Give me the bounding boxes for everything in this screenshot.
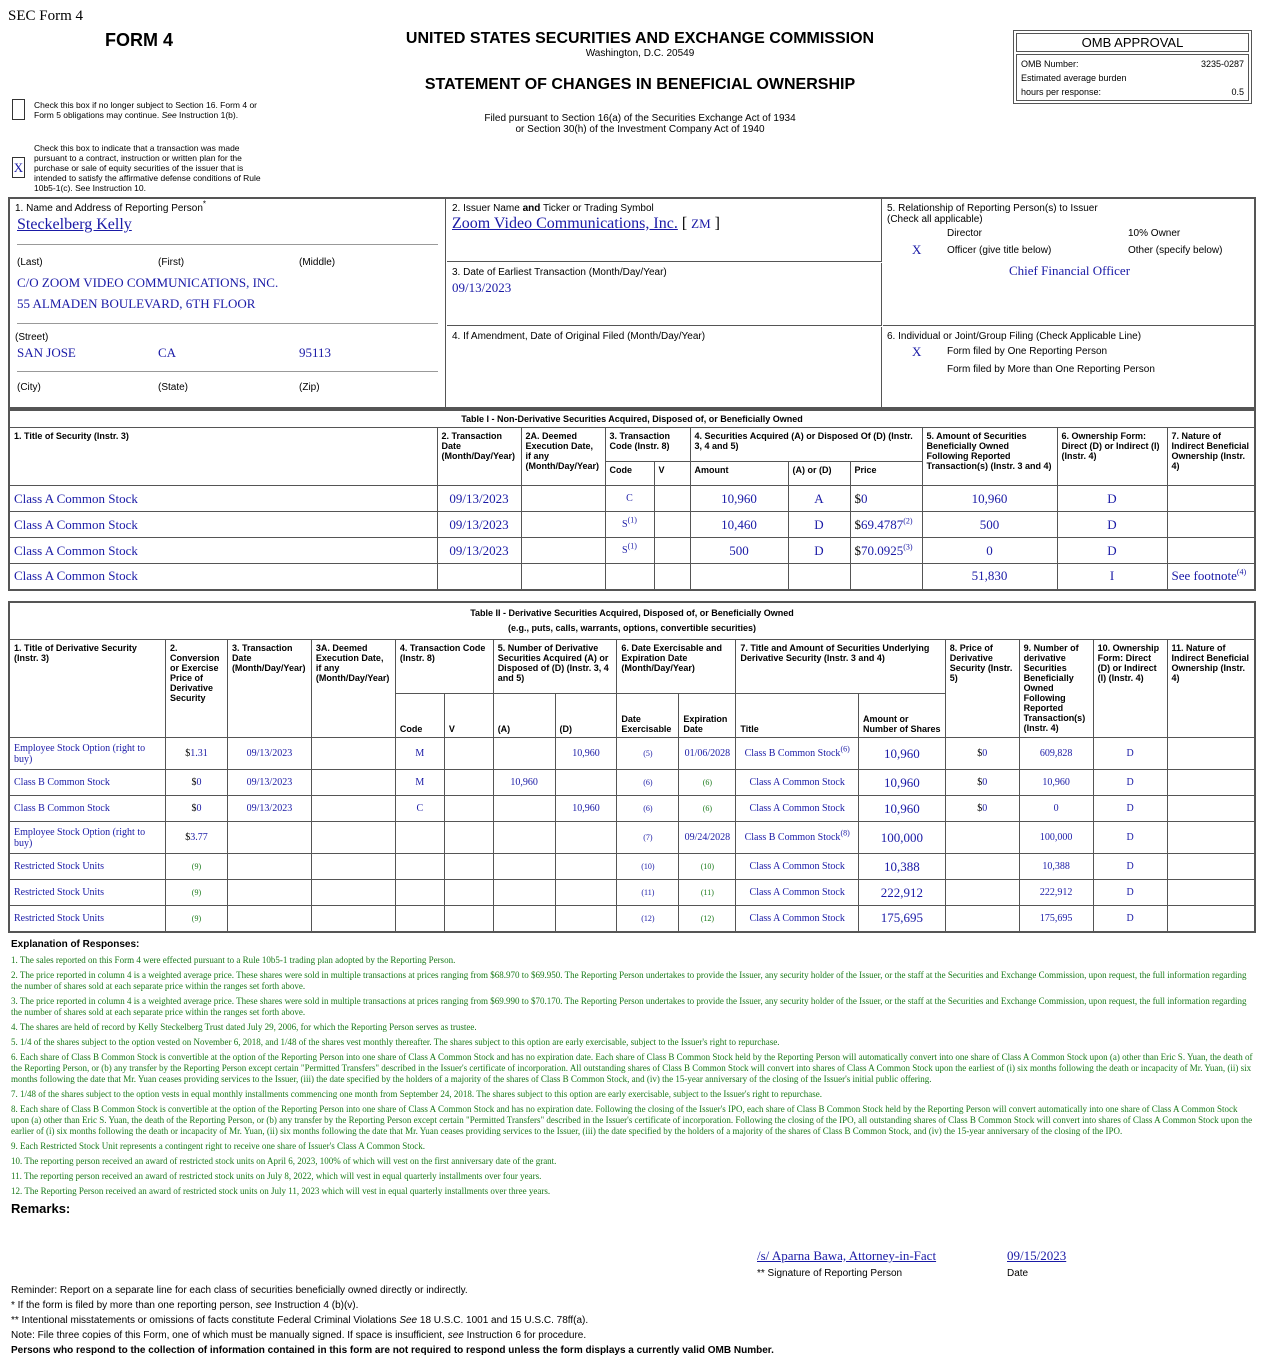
t2-underlying-amount: 10,960 [858,738,945,770]
t2-transaction-date [227,822,311,854]
t2-transaction-date: 09/13/2023 [227,770,311,796]
t1-nature: See footnote$^{(4)}$ [1167,564,1255,590]
t2-form: D [1093,796,1167,822]
t1-security-title: Class A Common Stock [9,486,437,512]
footnote: 7. 1/48 of the shares subject to the option vests in equal monthly installments commencing one month from September 24, 2018. The shares subject to this option are early exercisable, subject to the Issuer's right to repurchase. [11,1089,823,1099]
t2-code [395,880,444,906]
state-value: CA [158,345,177,360]
note-multiple: * If the form is filed by more than one reporting person, see Instruction 4 (b)(v). [11,1300,359,1311]
t1-v [654,538,690,564]
t1-price: $70.0925$^{(3)}$ [850,538,922,564]
t1-header-owned: 5. Amount of Securities Beneficially Owned Following Reported Transaction(s) (Instr. 3 and 4) [922,428,1057,486]
omb-number-label: OMB Number: [1021,59,1079,69]
footnote: 11. The reporting person received an award of restricted stock units on July 8, 2022, which will vest in equal quarterly installments over four years. [11,1171,542,1181]
t1-amount [690,564,788,590]
t1-sub-code: Code [605,462,654,486]
box3-label: 3. Date of Earliest Transaction (Month/Day/Year) [452,267,667,278]
section16-checkbox[interactable] [12,99,25,125]
t2-transaction-date [227,906,311,932]
t2-underlying-title: Class B Common Stock$^{(8)}$ [736,822,859,854]
t1-owned: 500 [922,512,1057,538]
t2-security-title: Restricted Stock Units [9,906,165,932]
t2-sub-code: Code [395,694,444,738]
t1-aord: D [788,512,850,538]
officer-checkmark: X [912,242,922,257]
relationship-box [883,199,1254,326]
omb-approval-box [1013,30,1252,104]
t2-security-title: Class B Common Stock [9,796,165,822]
t1-header-code: 3. Transaction Code (Instr. 8) [605,428,690,462]
issuer-name[interactable]: Zoom Video Communications, Inc. [452,215,678,232]
table1-row [9,564,1255,590]
table2-row [9,906,1255,932]
other-label: Other (specify below) [1128,245,1223,256]
t2-disposed: 10,960 [555,796,617,822]
reporting-person-name[interactable]: Steckelberg Kelly [17,216,132,233]
t2-form: D [1093,854,1167,880]
t1-amount: 500 [690,538,788,564]
filing-type-box [883,327,1254,407]
t2-conversion-price: $0 [165,796,227,822]
t2-disposed [555,906,617,932]
signature-date: 09/15/2023 [1007,1248,1067,1263]
t1-form: D [1057,538,1167,564]
t2-code: M [395,770,444,796]
t2-code [395,854,444,880]
t2-v [444,906,493,932]
t2-derivative-price [945,880,1019,906]
t2-transaction-date: 09/13/2023 [227,738,311,770]
last-label: (Last) [17,257,43,268]
table-derivative [8,601,1256,933]
t1-deemed-date [521,538,605,564]
t1-v [654,486,690,512]
table2-row [9,822,1255,854]
t2-conversion-price: (9) [165,880,227,906]
rule10b5-checkbox-text: Check this box to indicate that a transaction was made pursuant to a contract, instruction or written plan for the purchase or sale of equity securities of the issuer that is intended to satisfy the affirmative defense conditions of Rule 10b5-1(c). See Instruction 10. [34,143,261,193]
t2-deemed-date [311,770,395,796]
footnote: 9. Each Restricted Stock Unit represents a contingent right to receive one share of Issuer's Class A Common Stock. [11,1141,426,1151]
t2-sub-expiration: Expiration Date [679,694,736,738]
t2-transaction-date [227,880,311,906]
t1-header-nature: 7. Nature of Indirect Beneficial Ownership (Instr. 4) [1167,428,1255,486]
t2-exercisable: (5) [617,738,679,770]
t2-conversion-price: $1.31 [165,738,227,770]
t2-acquired [493,822,555,854]
t1-code: $S^{(1)}$ [605,538,654,564]
table2-subtitle: (e.g., puts, calls, warrants, options, convertible securities) [507,623,757,633]
note-omb: Persons who respond to the collection of information contained in this form are not required to respond unless the form displays a currently valid OMB Number. [11,1345,774,1356]
amendment-box [447,327,882,407]
t1-v [654,564,690,590]
t2-nature [1167,880,1255,906]
t2-form: D [1093,738,1167,770]
one-person-label: Form filed by One Reporting Person [947,346,1108,357]
t2-deemed-date [311,796,395,822]
t2-exercisable: (12) [617,906,679,932]
earliest-transaction-box [447,263,882,326]
t2-owned: 100,000 [1019,822,1093,854]
t2-expiration: (6) [679,770,736,796]
reporting-person-box: 1. Name and Address of Reporting Person* Steckelberg Kelly (Last) (First) (Middle) C/O ZOOM VIDEO COMMUNICATIONS, INC. 55 ALMADEN BOULEVARD, 6TH FLOOR (Street) SAN JOSE CA 95113 (City) (State) (Zip) [10,199,446,407]
agency-title: UNITED STATES SECURITIES AND EXCHANGE COMMISSION [405,30,875,47]
issuer-box: 2. Issuer Name and Ticker or Trading Symbol Zoom Video Communications, Inc. [ ZM ] [447,199,882,262]
t1-code: C [605,486,654,512]
t2-acquired [493,854,555,880]
state-label: (State) [158,382,189,393]
t2-sub-v: V [444,694,493,738]
t2-disposed [555,770,617,796]
t2-acquired [493,796,555,822]
t2-underlying-amount: 10,960 [858,796,945,822]
footnote: 5. 1/4 of the shares subject to the option vested on November 6, 2018, and 1/48 of the shares vest monthly thereafter. The shares subject to this option are early exercisable, subject to the Issuer's right to repurchase. [11,1037,780,1047]
box6-label: 6. Individual or Joint/Group Filing (Check Applicable Line) [887,331,1142,342]
t2-security-title: Employee Stock Option (right to buy) [9,738,165,770]
t2-sub-d: (D) [555,694,617,738]
zip-label: (Zip) [299,382,320,393]
t2-nature [1167,796,1255,822]
t1-owned: 0 [922,538,1057,564]
t2-disposed [555,880,617,906]
t2-expiration: 09/24/2028 [679,822,736,854]
director-label: Director [947,228,983,239]
t2-exercisable: (7) [617,822,679,854]
earliest-transaction-date: 09/13/2023 [452,280,512,295]
table2-row [9,738,1255,770]
footnote: 6. Each share of Class B Common Stock is convertible at the option of the Reporting Person into one share of Class A Common Stock and has no expiration date. Each share of Class B Common Stock held by the Reporting Person will automatically convert into one share of Class A Common Stock upon (a) other than Eric S. Yuan, the death of the Reporting Person, or (b) any transfer by the Reporting Person except certain "Permitted Transfers" described in the Issuer's certificate of incorporation. All outstanding shares of Class B Common Stock will convert into shares of Class A Common Stock upon the earliest of (i) six months following the death or incapacity of Mr. Yuan, (ii) six months following the date that Mr. Yuan ceases providing services to the Issuer, (iii) the date specified by the holders of a majority of the shares of Class B Common Stock, and (iv) the 15-year anniversary of the closing of the Issuer's initial public offering. [11,1052,1253,1084]
city-value: SAN JOSE [17,345,76,360]
footnote: 2. The price reported in column 4 is a weighted average price. These shares were sold in multiple transactions at prices ranging from $68.970 to $69.950. The Reporting Person undertakes to provide the Issuer, any security holder of the Issuer, or the staff at the Securities and Exchange Commission, upon request, the full information regarding the number of shares sold at each separate price within the ranges set forth above. [11,970,1247,991]
t2-derivative-price: $0 [945,770,1019,796]
t2-security-title: Class B Common Stock [9,770,165,796]
t1-nature [1167,538,1255,564]
table1-row [9,486,1255,512]
t2-owned: 10,960 [1019,770,1093,796]
t1-v [654,512,690,538]
omb-hours-label: hours per response: [1021,87,1102,97]
t1-form: D [1057,486,1167,512]
t2-underlying-title: Class A Common Stock [736,906,859,932]
footnote: 1. The sales reported on this Form 4 were effected pursuant to a Rule 10b5-1 trading plan adopted by the Reporting Person. [11,955,456,965]
first-label: (First) [158,257,185,268]
t2-derivative-price [945,854,1019,880]
t1-price: $69.4787$^{(2)}$ [850,512,922,538]
ten-percent-owner-label: 10% Owner [1128,228,1181,239]
t2-acquired [493,738,555,770]
t2-code: M [395,738,444,770]
t1-header-deemed: 2A. Deemed Execution Date, if any (Month/Day/Year) [521,428,605,486]
table1-row [9,512,1255,538]
t2-derivative-price: $0 [945,796,1019,822]
officer-title: Chief Financial Officer [1008,263,1131,278]
table-non-derivative [8,409,1256,591]
ticker-symbol: ZM [691,216,711,231]
explanation-section [11,939,1253,1216]
form-number: FORM 4 [105,30,174,50]
city-label: (City) [17,382,41,393]
t2-conversion-price: (9) [165,854,227,880]
table2-row [9,770,1255,796]
t2-underlying-title: Class A Common Stock [736,880,859,906]
box5-label: 5. Relationship of Reporting Person(s) to Issuer [887,203,1098,214]
t2-form: D [1093,906,1167,932]
note-copies: Note: File three copies of this Form, one of which must be manually signed. If space is insufficient, see Instruction 6 for procedure. [11,1330,587,1341]
t2-deemed-date [311,880,395,906]
t2-sub-a: (A) [493,694,555,738]
note-misstatements: ** Intentional misstatements or omissions of facts constitute Federal Criminal Violations See 18 U.S.C. 1001 and 15 U.S.C. 78ff(a). [11,1315,589,1326]
omb-burden-label: Estimated average burden [1021,73,1127,83]
t2-owned: 175,695 [1019,906,1093,932]
t2-underlying-title: Class B Common Stock$^{(6)}$ [736,738,859,770]
t2-owned: 609,828 [1019,738,1093,770]
t2-exercisable: (6) [617,770,679,796]
t2-underlying-amount: 100,000 [858,822,945,854]
t2-acquired: 10,960 [493,770,555,796]
t2-form: D [1093,822,1167,854]
t2-header-deriv-price: 8. Price of Derivative Security (Instr. 5) [945,640,1019,738]
t1-transaction-date: 09/13/2023 [437,512,521,538]
t2-header-form: 10. Ownership Form: Direct (D) or Indirect (I) (Instr. 4) [1093,640,1167,738]
t2-acquired [493,880,555,906]
t2-nature [1167,738,1255,770]
table2-title: Table II - Derivative Securities Acquired, Disposed of, or Beneficially Owned [470,608,794,618]
t2-expiration: (11) [679,880,736,906]
t1-header-acquired: 4. Securities Acquired (A) or Disposed Of (D) (Instr. 3, 4 and 5) [690,428,922,462]
t1-security-title: Class A Common Stock [9,564,437,590]
t1-owned: 51,830 [922,564,1057,590]
t2-owned: 0 [1019,796,1093,822]
t1-form: I [1057,564,1167,590]
t2-conversion-price: $3.77 [165,822,227,854]
t2-underlying-amount: 175,695 [858,906,945,932]
middle-label: (Middle) [299,257,336,268]
street-label: (Street) [15,332,49,343]
omb-hours-value: 0.5 [1231,87,1244,97]
footnote: 12. The Reporting Person received an award of restricted stock units on July 11, 2023 which will vest in equal quarterly installments over three years. [11,1186,551,1196]
t1-transaction-date [437,564,521,590]
t2-v [444,770,493,796]
footnote: 10. The reporting person received an award of restricted stock units on April 6, 2023, 100% of which will vest on the first anniversary date of the grant. [11,1156,557,1166]
address-line2: 55 ALMADEN BOULEVARD, 6TH FLOOR [17,296,256,311]
t2-header-number: 5. Number of Derivative Securities Acquired (A) or Disposed of (D) (Instr. 3, 4 and 5) [493,640,617,694]
omb-title: OMB APPROVAL [1016,33,1249,52]
filed-pursuant-line2: or Section 30(h) of the Investment Company Act of 1940 [515,124,765,135]
notes-section [11,1283,774,1358]
t2-v [444,796,493,822]
omb-number-value: 3235-0287 [1200,59,1244,69]
footnote: 3. The price reported in column 4 is a weighted average price. These shares were sold in multiple transactions at prices ranging from $69.990 to $70.170. The Reporting Person undertakes to provide the Issuer, any security holder of the Issuer, or the staff at the Securities and Exchange Commission, upon request, the full information regarding the number of shares sold at each separate price within the ranges set forth above. [11,996,1247,1017]
t1-transaction-date: 09/13/2023 [437,486,521,512]
t2-header-price: 2. Conversion or Exercise Price of Derivative Security [165,640,227,738]
filed-pursuant-line1: Filed pursuant to Section 16(a) of the Securities Exchange Act of 1934 [484,113,796,124]
t2-underlying-amount: 10,960 [858,770,945,796]
t2-security-title: Employee Stock Option (right to buy) [9,822,165,854]
t1-deemed-date [521,486,605,512]
t2-v [444,738,493,770]
t2-header-date: 3. Transaction Date (Month/Day/Year) [227,640,311,738]
agency-location: Washington, D.C. 20549 [585,48,695,59]
t2-acquired [493,906,555,932]
t1-sub-price: Price [850,462,922,486]
t1-amount: 10,460 [690,512,788,538]
more-persons-label: Form filed by More than One Reporting Person [947,364,1155,375]
t1-aord: A [788,486,850,512]
t2-transaction-date [227,854,311,880]
t1-header-title: 1. Title of Security (Instr. 3) [9,428,437,486]
t2-expiration: 01/06/2028 [679,738,736,770]
t2-header-deemed: 3A. Deemed Execution Date, if any (Month/Day/Year) [311,640,395,738]
t1-security-title: Class A Common Stock [9,512,437,538]
t2-transaction-date: 09/13/2023 [227,796,311,822]
t1-aord: D [788,538,850,564]
t2-code [395,906,444,932]
t2-conversion-price: (9) [165,906,227,932]
t2-owned: 10,388 [1019,854,1093,880]
t2-header-nature: 11. Nature of Indirect Beneficial Ownership (Instr. 4) [1167,640,1255,738]
t2-v [444,880,493,906]
t2-nature [1167,854,1255,880]
box4-label: 4. If Amendment, Date of Original Filed (Month/Day/Year) [452,331,706,342]
note-reminder: Reminder: Report on a separate line for each class of securities beneficially owned directly or indirectly. [11,1285,468,1296]
box5-sublabel: (Check all applicable) [887,214,983,225]
t1-nature [1167,486,1255,512]
t2-deemed-date [311,822,395,854]
t1-sub-amount: Amount [690,462,788,486]
t1-aord [788,564,850,590]
remarks-title: Remarks: [11,1201,71,1216]
t1-price: $0 [850,486,922,512]
t2-nature [1167,770,1255,796]
officer-label: Officer (give title below) [947,245,1052,256]
t2-derivative-price [945,906,1019,932]
t2-form: D [1093,880,1167,906]
t1-owned: 10,960 [922,486,1057,512]
table2-row [9,880,1255,906]
t2-expiration: (6) [679,796,736,822]
table1-title: Table I - Non-Derivative Securities Acquired, Disposed of, or Beneficially Owned [9,410,1255,428]
t2-sub-amount: Amount or Number of Shares [858,694,945,738]
t2-underlying-title: Class A Common Stock [736,770,859,796]
box1-label: 1. Name and Address of Reporting Person [15,203,203,214]
t2-v [444,822,493,854]
table2-row [9,796,1255,822]
t1-nature [1167,512,1255,538]
t1-sub-aord: (A) or (D) [788,462,850,486]
one-person-checkmark: X [912,344,922,359]
statement-title: STATEMENT OF CHANGES IN BENEFICIAL OWNERSHIP [424,76,856,93]
t2-disposed [555,822,617,854]
t2-form: D [1093,770,1167,796]
address-line1: C/O ZOOM VIDEO COMMUNICATIONS, INC. [17,275,279,290]
t2-deemed-date [311,854,395,880]
t2-conversion-price: $0 [165,770,227,796]
rule10b5-checkbox[interactable]: X [12,157,25,178]
t1-deemed-date [521,564,605,590]
t2-nature [1167,906,1255,932]
signature-label: ** Signature of Reporting Person [757,1268,903,1279]
section16-checkbox-text: Check this box if no longer subject to Section 16. Form 4 or Form 5 obligations may continue. See Instruction 1(b). [34,100,258,120]
t2-sub-exercisable: Date Exercisable [617,694,679,738]
explanation-title: Explanation of Responses: [11,939,140,950]
date-label: Date [1007,1268,1029,1279]
footnote: 8. Each share of Class B Common Stock is convertible at the option of the Reporting Person into one share of Class A Common Stock and has no expiration date. Following the closing of the Issuer's IPO, each share of Class B Common Stock held by the Reporting Person will convert automatically into one share of Class A Common Stock upon (a) other than Eric S. Yuan, the death of the Reporting Person, or (b) any transfer by the Reporting Person except certain "Permitted Transfers" described in the Issuer's certificate of incorporation. Following the closing of the IPO, all outstanding shares of Class B Common Stock will convert into shares of Class A Common Stock upon the earlier of (i) six months following the death or incapacity of Mr. Yuan, (ii) six months following the date that Mr. Yuan ceases providing services to the Issuer, (iii) the date specified by the holders of a majority of the shares of Class B Common Stock, and (iv) the 15-year anniversary of the closing of the IPO. [11,1104,1253,1136]
t2-sub-title: Title [736,694,859,738]
t1-header-date: 2. Transaction Date (Month/Day/Year) [437,428,521,486]
t2-deemed-date [311,738,395,770]
t1-transaction-date: 09/13/2023 [437,538,521,564]
t2-security-title: Restricted Stock Units [9,854,165,880]
t1-deemed-date [521,512,605,538]
t2-underlying-title: Class A Common Stock [736,796,859,822]
t2-underlying-amount: 10,388 [858,854,945,880]
t2-code [395,822,444,854]
t2-header-title: 1. Title of Derivative Security (Instr. 3) [9,640,165,738]
t2-deemed-date [311,906,395,932]
t2-underlying-amount: 222,912 [858,880,945,906]
t1-sub-v: V [654,462,690,486]
t2-derivative-price: $0 [945,738,1019,770]
t2-exercisable: (11) [617,880,679,906]
t2-code: C [395,796,444,822]
t2-header-dates: 6. Date Exercisable and Expiration Date (Month/Day/Year) [617,640,736,694]
t1-header-form: 6. Ownership Form: Direct (D) or Indirect (I) (Instr. 4) [1057,428,1167,486]
reporting-info-section [8,197,1256,409]
table1-row [9,538,1255,564]
t2-header-code: 4. Transaction Code (Instr. 8) [395,640,493,694]
t1-amount: 10,960 [690,486,788,512]
t1-security-title: Class A Common Stock [9,538,437,564]
t2-expiration: (12) [679,906,736,932]
t2-header-underlying: 7. Title and Amount of Securities Underlying Derivative Security (Instr. 3 and 4) [736,640,945,694]
t2-derivative-price [945,822,1019,854]
t2-exercisable: (6) [617,796,679,822]
t2-underlying-title: Class A Common Stock [736,854,859,880]
t2-nature [1167,822,1255,854]
t2-security-title: Restricted Stock Units [9,880,165,906]
t2-v [444,854,493,880]
t2-disposed [555,854,617,880]
t1-form: D [1057,512,1167,538]
t2-header-owned: 9. Number of derivative Securities Beneficially Owned Following Reported Transaction(s) (Instr. 4) [1019,640,1093,738]
t2-expiration: (10) [679,854,736,880]
t1-code [605,564,654,590]
t1-price [850,564,922,590]
t2-exercisable: (10) [617,854,679,880]
t2-disposed: 10,960 [555,738,617,770]
t1-code: $S^{(1)}$ [605,512,654,538]
table2-row [9,854,1255,880]
t2-owned: 222,912 [1019,880,1093,906]
zip-value: 95113 [299,345,332,360]
footnote: 4. The shares are held of record by Kelly Steckelberg Trust dated July 29, 2006, for which the Reporting Person serves as trustee. [11,1022,477,1032]
sec-form-label: SEC Form 4 [8,8,84,24]
signature: /s/ Aparna Bawa, Attorney-in-Fact [757,1248,937,1263]
